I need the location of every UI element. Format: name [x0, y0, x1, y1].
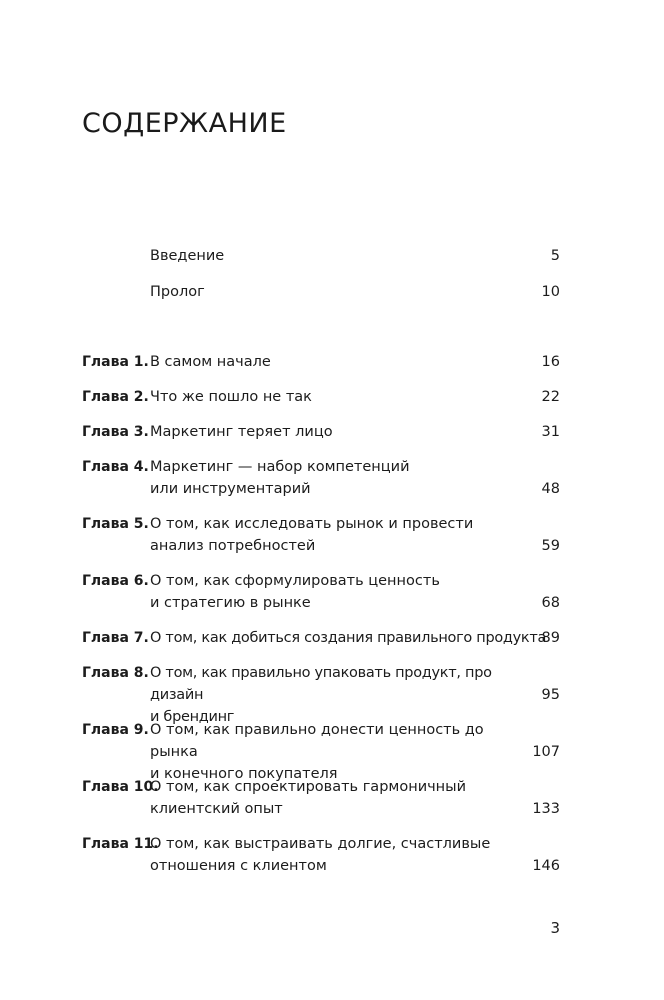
- chapter-label: Глава 2.: [82, 389, 149, 405]
- toc-entry-title: Маркетинг теряет лицо: [150, 424, 333, 440]
- toc-entry-page: 10: [541, 284, 560, 300]
- chapter-label: Глава 10.: [82, 779, 159, 795]
- chapter-label: Глава 9.: [82, 722, 149, 738]
- toc-entry-title: О том, как правильно донести ценность до рынка и конечного покупателя: [150, 722, 484, 782]
- toc-entry-page: 22: [541, 389, 560, 405]
- chapter-label: Глава 11.: [82, 836, 159, 852]
- toc-entry-title: О том, как сформулировать ценность и стратегию в рынке: [150, 573, 440, 611]
- toc-entry-title: Маркетинг — набор компетенций или инструментарий: [150, 459, 410, 497]
- chapter-label: Глава 6.: [82, 573, 149, 589]
- toc-entry-page: 89: [541, 630, 560, 646]
- toc-entry-page: 68: [541, 595, 560, 611]
- toc-entry-page: 48: [541, 481, 560, 497]
- chapter-label: Глава 8.: [82, 665, 149, 681]
- chapter-label: Глава 5.: [82, 516, 149, 532]
- chapter-label: Глава 7.: [82, 630, 149, 646]
- chapter-label: Глава 1.: [82, 354, 149, 370]
- toc-entry-title: Введение: [150, 248, 225, 264]
- toc-entry-title: О том, как правильно упаковать продукт, про дизайн и брендинг: [150, 665, 492, 725]
- toc-entry-title: В самом начале: [150, 354, 271, 370]
- toc-entry-title: О том, как добиться создания правильного продукта: [150, 630, 547, 646]
- toc-entry-page: 146: [532, 858, 560, 874]
- toc-entry-title: О том, как выстраивать долгие, счастливые отношения с клиентом: [150, 836, 491, 874]
- chapter-label: Глава 4.: [82, 459, 149, 475]
- toc-entry-title: О том, как исследовать рынок и провести анализ потребностей: [150, 516, 474, 554]
- toc-entry-page: 95: [541, 687, 560, 703]
- toc-entry-page: 5: [550, 248, 560, 264]
- page-number: 3: [550, 919, 560, 937]
- page-title: СОДЕРЖАНИЕ: [82, 108, 287, 139]
- toc-entry-page: 107: [532, 744, 560, 760]
- toc-entry-title: Что же пошло не так: [150, 389, 312, 405]
- toc-entry-title: Пролог: [150, 284, 205, 300]
- toc-entry-page: 59: [541, 538, 560, 554]
- toc-entry-page: 31: [541, 424, 560, 440]
- toc-entry-page: 133: [532, 801, 560, 817]
- toc-entry-page: 16: [541, 354, 560, 370]
- toc-entry-title: О том, как спроектировать гармоничный клиентский опыт: [150, 779, 467, 817]
- chapter-label: Глава 3.: [82, 424, 149, 440]
